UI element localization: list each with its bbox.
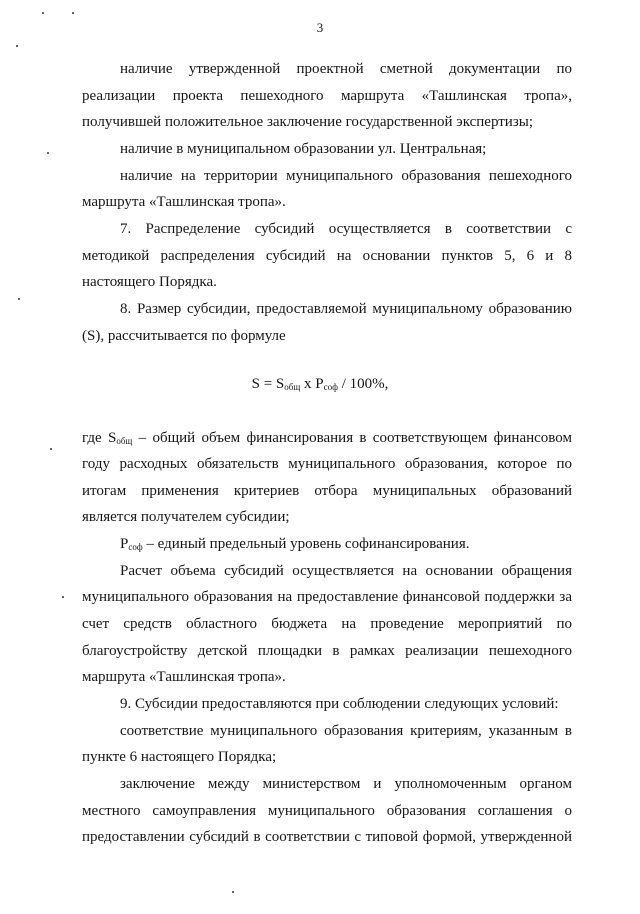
text-line: предоставлении субсидий в соответствии с типовой формой, утвержденной: [82, 829, 572, 845]
text-line: муниципального образования на предоставление финансовой поддержки за: [82, 589, 572, 605]
text-line: наличие в муниципальном образовании ул. Центральная;: [120, 141, 487, 157]
text-line: наличие утвержденной проектной сметной документации по: [120, 61, 572, 77]
def-p-sub: соф: [128, 542, 143, 552]
formula-sub-total: общ: [284, 382, 301, 392]
text-line: 7. Распределение субсидий осуществляется в соответствии с: [120, 221, 572, 237]
def-s-prefix: где S: [82, 430, 117, 446]
text-line: реализации проекта пешеходного маршрута «Ташлинская тропа»,: [82, 88, 572, 104]
formula-sub-cofin: соф: [323, 382, 338, 392]
subsidy-formula: [0, 374, 640, 397]
text-line: году расходных обязательств муниципального образования, которое по: [82, 456, 572, 472]
page-number: 3: [316, 20, 324, 35]
def-p-text: – единый предельный уровень софинансирования.: [142, 536, 470, 552]
formula-lhs: S = S: [251, 376, 285, 392]
text-line: [120, 534, 572, 557]
scan-speck: [16, 45, 18, 47]
scan-speck: [72, 12, 74, 14]
text-line: итогам применения критериев отбора муниципальных образований: [82, 483, 572, 499]
text-line: маршрута «Ташлинская тропа».: [82, 669, 286, 685]
text-line: [82, 428, 572, 451]
scan-speck: [50, 448, 52, 450]
text-line: 9. Субсидии предоставляются при соблюдении следующих условий:: [120, 696, 559, 712]
text-line: заключение между министерством и уполномоченным органом: [120, 776, 572, 792]
text-line: получившей положительное заключение государственной экспертизы;: [82, 114, 534, 130]
scan-speck: [18, 298, 20, 300]
text-line: наличие на территории муниципального образования пешеходного: [120, 168, 572, 184]
formula-mid: x P: [300, 376, 324, 392]
scan-speck: [47, 152, 49, 154]
text-line: (S), рассчитывается по формуле: [82, 328, 286, 344]
text-line: 8. Размер субсидии, предоставляемой муниципальному образованию: [120, 301, 572, 317]
text-line: пункте 6 настоящего Порядка;: [82, 749, 277, 765]
text-line: соответствие муниципального образования критериям, указанным в: [120, 723, 572, 739]
text-line: Расчет объема субсидий осуществляется на основании обращения: [120, 563, 572, 579]
text-line: местного самоуправления муниципального образования соглашения о: [82, 803, 572, 819]
text-line: счет средств областного бюджета на проведение мероприятий по: [82, 616, 572, 632]
scan-speck: [62, 596, 64, 598]
def-s-sub: общ: [116, 436, 133, 446]
def-p-prefix: P: [120, 536, 129, 552]
text-line: маршрута «Ташлинская тропа».: [82, 194, 286, 210]
formula-rhs: / 100%,: [337, 376, 389, 392]
text-line: настоящего Порядка.: [82, 274, 217, 290]
text-line: методикой распределения субсидий на основании пунктов 5, 6 и 8: [82, 248, 572, 264]
text-line: благоустройству детской площадки в рамках реализации пешеходного: [82, 643, 572, 659]
scan-speck: [232, 891, 234, 893]
def-s-text: – общий объем финансирования в соответствующем финансовом: [132, 430, 572, 446]
scan-speck: [42, 12, 44, 14]
text-line: является получателем субсидии;: [82, 509, 290, 525]
